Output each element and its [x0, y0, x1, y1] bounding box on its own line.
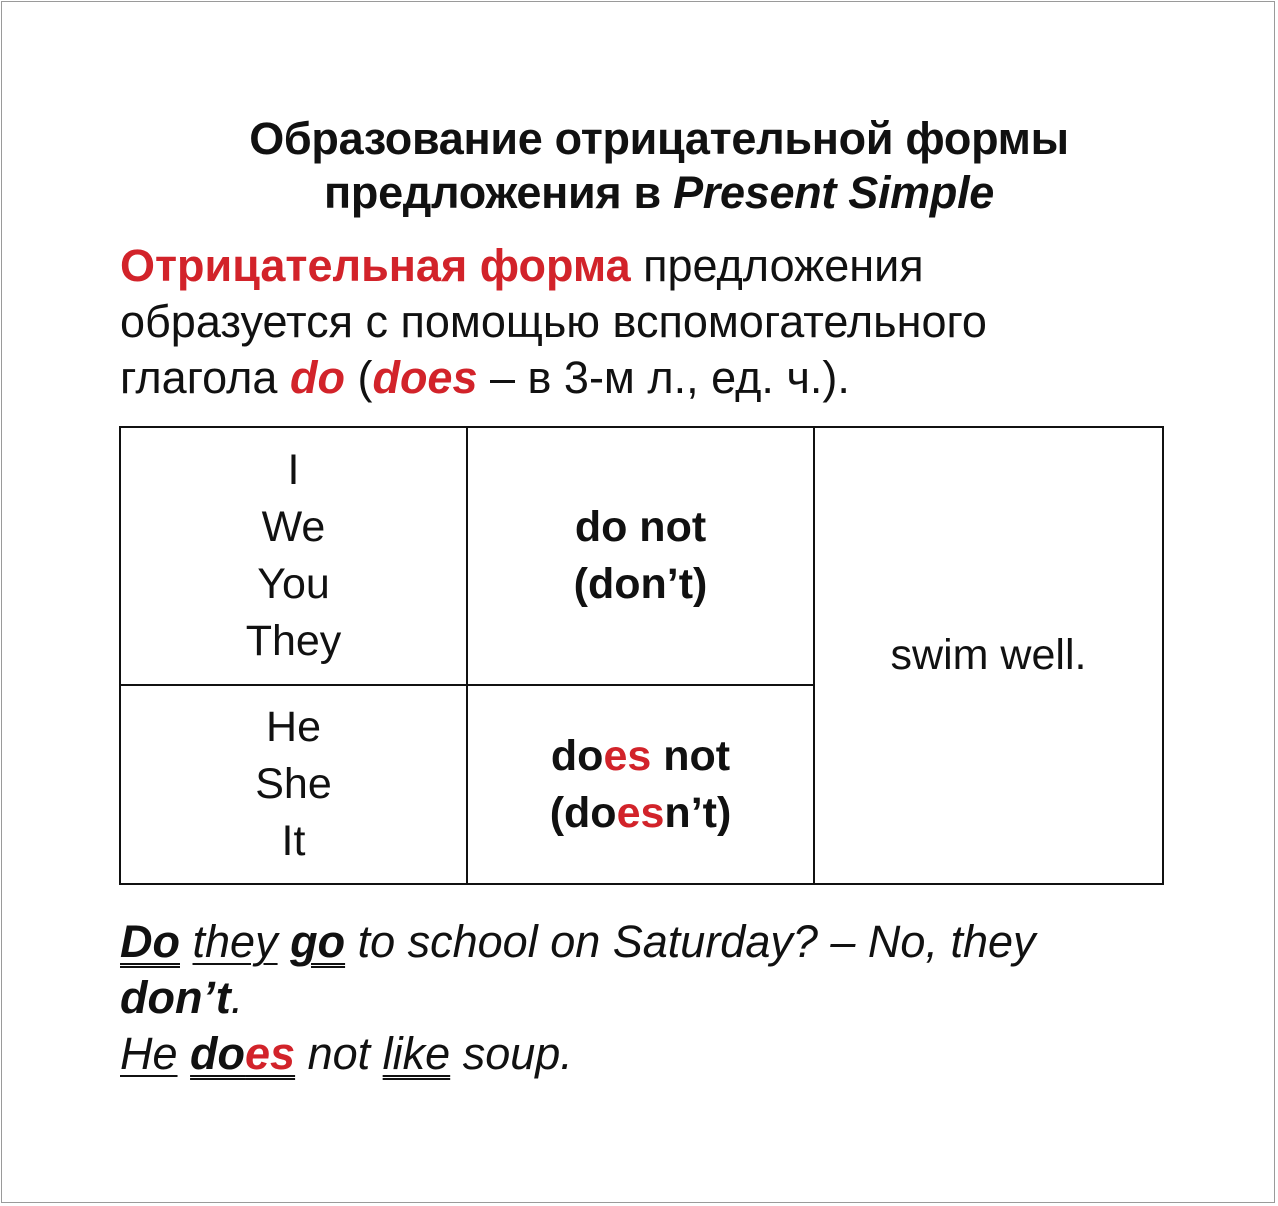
rule-line-3-prefix: глагола — [120, 352, 290, 403]
rule-line-2: образуется с помощью вспомогательного — [120, 296, 987, 347]
pronoun: I — [287, 446, 300, 494]
table-row — [120, 427, 1163, 685]
example-not: not — [295, 1028, 383, 1079]
aux-do-label: do — [289, 352, 345, 403]
aux-ending: es — [616, 788, 665, 837]
rule-line-3 — [120, 350, 1220, 406]
rule-line-3-suffix: – в 3-м л., ед. ч.). — [477, 352, 850, 403]
example-1 — [120, 914, 1220, 970]
title-tense: Present Simple — [673, 167, 994, 218]
example-verb: like — [382, 1028, 451, 1079]
example-subject: they — [192, 916, 278, 967]
pronoun: We — [261, 503, 326, 551]
verb-phrase-cell — [814, 427, 1163, 884]
pronoun: She — [255, 760, 332, 808]
rule-paragraph — [120, 238, 1220, 406]
rule-line-1 — [120, 238, 1220, 294]
rule-highlight: Отрицательная форма — [120, 240, 631, 291]
example-aux-stem: do — [190, 1028, 246, 1079]
pronoun: It — [281, 817, 306, 865]
example-rest: to school on Saturday? – No, they — [345, 916, 1036, 967]
pronoun: You — [257, 560, 330, 608]
pronoun-cell-third-person — [120, 685, 467, 884]
rule-line-1-rest: предложения — [630, 240, 924, 291]
title-line-2 — [0, 166, 1278, 220]
pronoun: They — [245, 617, 342, 665]
aux-not: not — [651, 731, 731, 780]
aux-cell-do-not — [467, 427, 814, 685]
example-period: . — [230, 972, 244, 1023]
aux-contraction: n’t) — [664, 788, 732, 837]
example-rest: soup. — [450, 1028, 573, 1079]
example-verb: go — [290, 916, 346, 967]
title-prefix: предложения в — [324, 167, 674, 218]
example-1-answer — [120, 970, 1220, 1026]
example-2 — [120, 1026, 1220, 1082]
grammar-table — [119, 426, 1164, 885]
example-aux-ending: es — [245, 1028, 296, 1079]
aux-stem: (do — [549, 788, 617, 837]
page-title — [0, 112, 1278, 220]
example-answer-aux: don’t — [120, 972, 231, 1023]
aux-short: (don’t) — [573, 560, 708, 608]
pronoun-cell-plural — [120, 427, 467, 685]
pronoun: He — [266, 703, 321, 751]
aux-full: do not — [574, 503, 707, 551]
example-aux: Do — [120, 916, 180, 967]
aux-does-label: does — [372, 352, 478, 403]
aux-stem: do — [550, 731, 604, 780]
aux-ending: es — [603, 731, 652, 780]
examples-block — [120, 914, 1220, 1082]
verb-phrase: swim well. — [890, 631, 1087, 679]
aux-short — [468, 785, 813, 842]
aux-cell-does-not — [467, 685, 814, 884]
example-subject: He — [120, 1028, 178, 1079]
example-aux — [190, 1028, 295, 1079]
title-line-1: Образование отрицательной формы — [249, 113, 1069, 164]
paren-open: ( — [344, 352, 373, 403]
aux-full — [468, 728, 813, 785]
